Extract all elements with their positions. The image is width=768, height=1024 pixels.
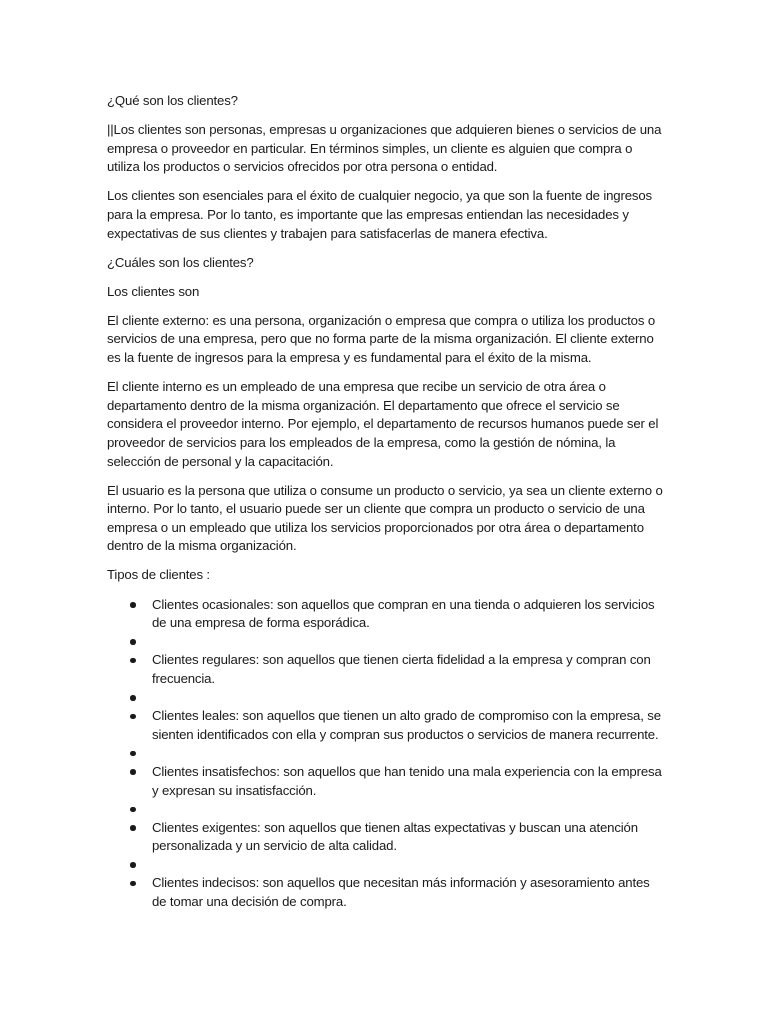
bullet-icon xyxy=(130,862,136,868)
paragraph-cliente-externo: El cliente externo: es una persona, organización o empresa que compra o utiliza los productos o servicios de una empresa, pero que no forma parte de la misma organización. El cliente externo es la fuente de ingresos para la empresa y es fundamental para el éxito de la misma. xyxy=(107,312,656,366)
list-item xyxy=(107,856,667,875)
list-item xyxy=(107,819,667,856)
tipos-de-clientes-list xyxy=(107,596,667,912)
bullet-icon xyxy=(130,751,136,757)
line-los-clientes-son: Los clientes son xyxy=(107,283,200,299)
bullet-icon xyxy=(130,658,136,664)
bullet-icon xyxy=(130,695,136,701)
list-item xyxy=(107,874,667,911)
bullet-icon xyxy=(130,714,136,720)
list-item xyxy=(107,689,667,708)
paragraph-usuario: El usuario es la persona que utiliza o consume un producto o servicio, ya sea un cliente externo o interno. Por lo tanto, el usuario puede ser un cliente que compra un producto o servicio de una empresa o un empleado que utiliza los servicios proporcionados por otra área o departamento dentro de la misma organización. xyxy=(107,482,663,554)
list-item-text: Clientes exigentes: son aquellos que tienen altas expectativas y buscan una atención personalizada y un servicio de alta calidad. xyxy=(152,819,638,854)
list-item xyxy=(107,651,667,688)
document-page xyxy=(107,92,667,912)
bullet-icon xyxy=(130,825,136,831)
heading-que-son-los-clientes: ¿Qué son los clientes? xyxy=(107,93,238,108)
list-item xyxy=(107,633,667,652)
paragraph-definicion: ||Los clientes son personas, empresas u organizaciones que adquieren bienes o servicios de una empresa o proveedor en particular. En términos simples, un cliente es alguien que compra o utiliza los productos o servicios ofrecidos por otra persona o entidad. xyxy=(107,122,662,175)
bullet-icon xyxy=(130,881,136,887)
heading-cuales-son-los-clientes: ¿Cuáles son los clientes? xyxy=(107,254,254,270)
paragraph-esenciales: Los clientes son esenciales para el éxito de cualquier negocio, ya que son la fuente de ingresos para la empresa. Por lo tanto, es importante que las empresas entiendan las necesidades y expectativas de sus clientes y trabajen para satisfacerlas de manera efectiva. xyxy=(107,188,652,241)
bullet-icon xyxy=(130,602,136,608)
paragraph-cliente-interno: El cliente interno es un empleado de una empresa que recibe un servicio de otra área o departamento dentro de la misma organización. El departamento que ofrece el servicio se considera el proveedor interno. Por ejemplo, el departamento de recursos humanos puede ser el proveedor de servicios para los empleados de la empresa, como la gestión de nómina, la selección de personal y la capacitación. xyxy=(107,379,659,469)
list-item xyxy=(107,707,667,744)
list-item xyxy=(107,744,667,763)
list-item-text: Clientes insatisfechos: son aquellos que han tenido una mala experiencia con la empresa y expresan su insatisfacción. xyxy=(152,763,662,798)
bullet-icon xyxy=(130,639,136,645)
heading-tipos-de-clientes: Tipos de clientes : xyxy=(107,567,210,583)
list-item-text: Clientes indecisos: son aquellos que necesitan más información y asesoramiento antes de tomar una decisión de compra. xyxy=(152,875,650,910)
list-item-text: Clientes regulares: son aquellos que tienen cierta fidelidad a la empresa y compran con frecuencia. xyxy=(152,652,651,686)
bullet-icon xyxy=(130,807,136,813)
list-item xyxy=(107,596,667,633)
list-item-text: Clientes ocasionales: son aquellos que compran en una tienda o adquieren los servicios de una empresa de forma esporádica. xyxy=(152,596,655,631)
bullet-icon xyxy=(130,769,136,775)
list-item xyxy=(107,763,667,800)
list-item-text: Clientes leales: son aquellos que tienen un alto grado de compromiso con la empresa, se sienten identificados con ella y compran sus productos o servicios de manera recurrente. xyxy=(152,708,661,742)
list-item xyxy=(107,800,667,819)
